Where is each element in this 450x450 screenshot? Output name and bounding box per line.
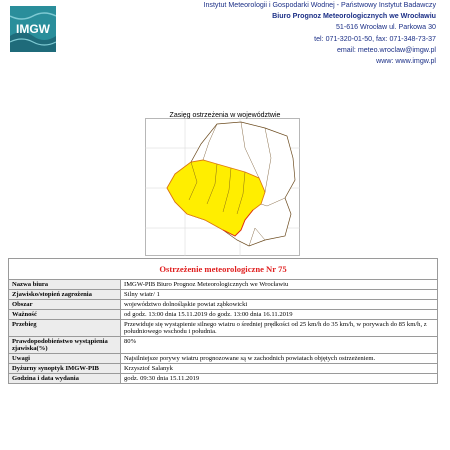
- row-value: Silny wiatr/ 1: [121, 290, 438, 300]
- table-row: [9, 337, 438, 354]
- row-value: województwo dolnośląskie powiat ząbkowicki: [121, 300, 438, 310]
- row-value: Najsilniejsze porywy wiatru prognozowane są w zachodnich powiatach objętych ostrzeżeniem.: [121, 354, 438, 364]
- row-label: Nazwa biura: [9, 280, 121, 290]
- row-label: Obszar: [9, 300, 121, 310]
- row-value: Przewiduje się wystąpienie silnego wiatru o średniej prędkości od 25 km/h do 35 km/h, w porywach do 85 km/h, z południowego wschodu i południa.: [121, 320, 438, 337]
- svg-text:IMGW: IMGW: [16, 22, 50, 36]
- row-value: Krzysztof Salanyk: [121, 364, 438, 374]
- table-row: [9, 320, 438, 337]
- row-label: Dyżurny synoptyk IMGW-PIB: [9, 364, 121, 374]
- row-label: Uwagi: [9, 354, 121, 364]
- table-row: [9, 280, 438, 290]
- row-value: godz. 09:30 dnia 15.11.2019: [121, 374, 438, 384]
- imgw-logo: [10, 6, 56, 52]
- map-title: Zasięg ostrzeżenia w województwie: [169, 112, 281, 119]
- header-line-office: Biuro Prognoz Meteorologicznych we Wrocławiu: [272, 12, 436, 21]
- table-row: [9, 354, 438, 364]
- header-line-address: 51-616 Wrocław ul. Parkowa 30: [335, 23, 436, 32]
- warning-title: Ostrzeżenie meteorologiczne Nr 75: [9, 259, 438, 280]
- row-label: Godzina i data wydania: [9, 374, 121, 384]
- header-line-phone: tel: 071-320-01-50, fax: 071-348-73-37: [314, 34, 436, 43]
- office-header: [204, 0, 437, 67]
- row-label: Ważność: [9, 310, 121, 320]
- row-value: IMGW-PIB Biuro Prognoz Meteorologicznych we Wrocławiu: [121, 280, 438, 290]
- header-line-institute: Instytut Meteorologii i Gospodarki Wodnej - Państwowy Instytut Badawczy: [203, 1, 436, 9]
- table-row: [9, 290, 438, 300]
- row-label: Przebieg: [9, 320, 121, 337]
- table-row: [9, 300, 438, 310]
- row-value: 80%: [121, 337, 438, 354]
- table-row: [9, 374, 438, 384]
- row-label: Zjawisko/stopień zagrożenia: [9, 290, 121, 300]
- header-line-www: www: www.imgw.pl: [376, 57, 436, 66]
- table-row: [9, 364, 438, 374]
- row-value: od godz. 13:00 dnia 15.11.2019 do godz. 13:00 dnia 16.11.2019: [121, 310, 438, 320]
- header-line-email: email: meteo.wroclaw@imgw.pl: [336, 45, 436, 54]
- table-row: [9, 310, 438, 320]
- warning-table: [8, 258, 438, 384]
- warning-area-map: [145, 118, 300, 256]
- row-label: Prawdopodobieństwo wystąpienia zjawiska(%): [9, 337, 121, 354]
